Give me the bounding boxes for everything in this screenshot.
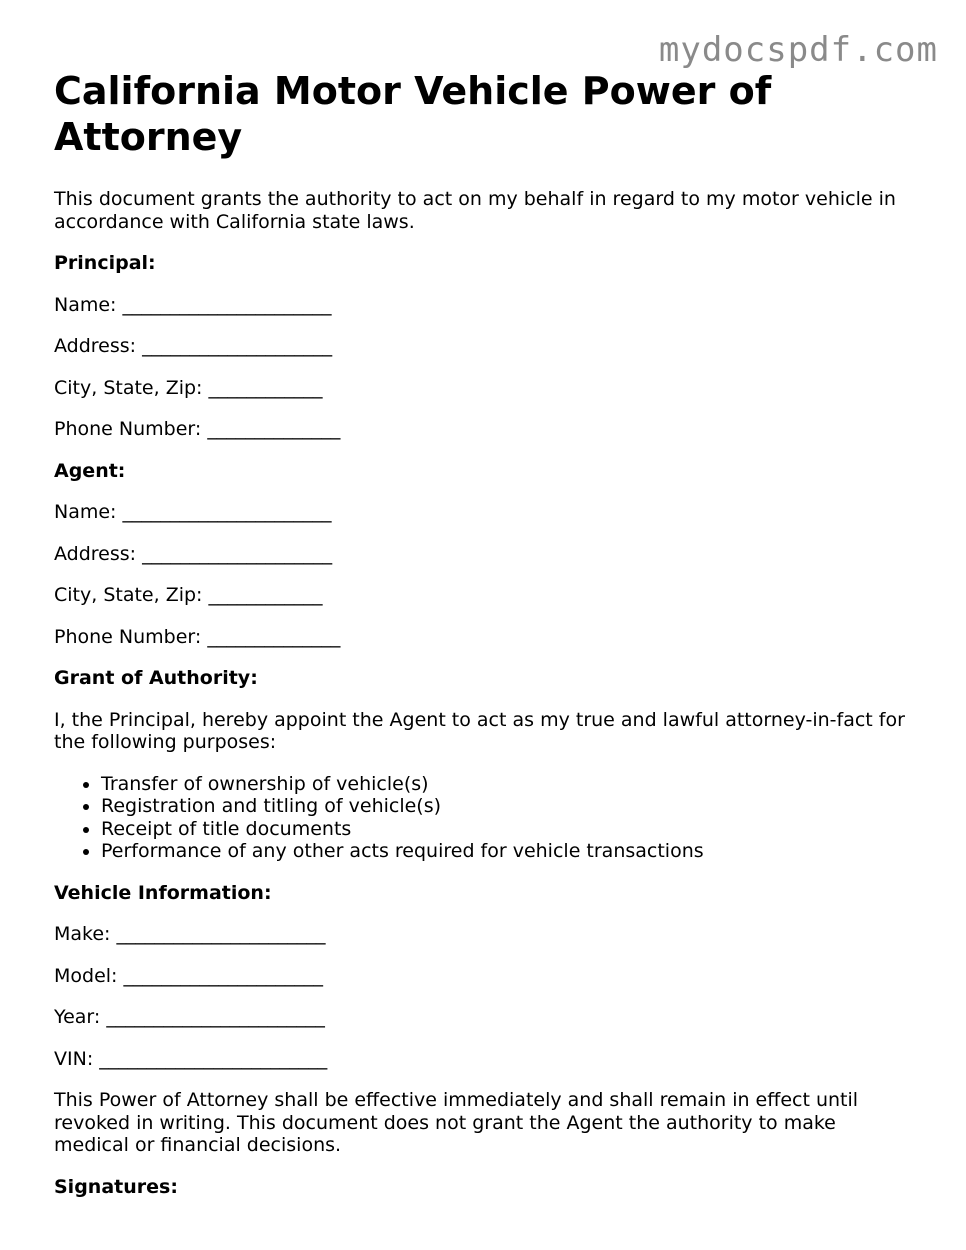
watermark: mydocspdf.com: [658, 30, 938, 70]
grant-paragraph: I, the Principal, hereby appoint the Agent to act as my true and lawful attorney-in-fact for the following purposes:: [54, 708, 905, 753]
principal-city-state-zip-field: City, State, Zip: ____________: [54, 376, 323, 399]
intro-paragraph: This document grants the authority to act on my behalf in regard to my motor vehicle in accordance with California state laws.: [54, 188, 896, 233]
principal-heading: Principal:: [54, 252, 156, 274]
agent-name-field: Name: ______________________: [54, 501, 332, 523]
purpose-item: • Receipt of title documents: [101, 818, 914, 841]
principal-phone-field: Phone Number: ______________: [54, 418, 341, 440]
vehicle-year-field: Year: _______________________: [54, 1006, 325, 1028]
agent-city-state-zip-field: City, State, Zip: ____________: [54, 584, 323, 606]
purposes-list: [54, 773, 914, 863]
agent-phone-field: Phone Number: ______________: [54, 625, 341, 648]
vehicle-heading: Vehicle Information:: [54, 881, 272, 904]
principal-address-field: Address: ____________________: [54, 335, 333, 357]
purpose-item: • Registration and titling of vehicle(s): [101, 795, 914, 818]
principal-name-field: Name: ______________________: [54, 293, 332, 316]
document-body: [54, 68, 914, 1217]
agent-address-field: Address: ____________________: [54, 542, 333, 565]
purpose-item: • Performance of any other acts required for vehicle transactions: [101, 840, 914, 863]
vehicle-make-field: Make: ______________________: [54, 923, 326, 945]
agent-heading: Agent:: [54, 459, 126, 482]
vehicle-model-field: Model: _____________________: [54, 964, 323, 987]
document-title: California Motor Vehicle Power of Attorney: [54, 69, 772, 159]
vehicle-vin-field: VIN: ________________________: [54, 1047, 328, 1070]
signatures-heading: Signatures:: [54, 1175, 178, 1198]
grant-heading: Grant of Authority:: [54, 667, 258, 689]
purpose-item: • Transfer of ownership of vehicle(s): [101, 773, 914, 796]
effective-paragraph: This Power of Attorney shall be effective immediately and shall remain in effect until revoked in writing. This document does not grant the Agent the authority to make medical or financial decisions.: [54, 1089, 859, 1156]
